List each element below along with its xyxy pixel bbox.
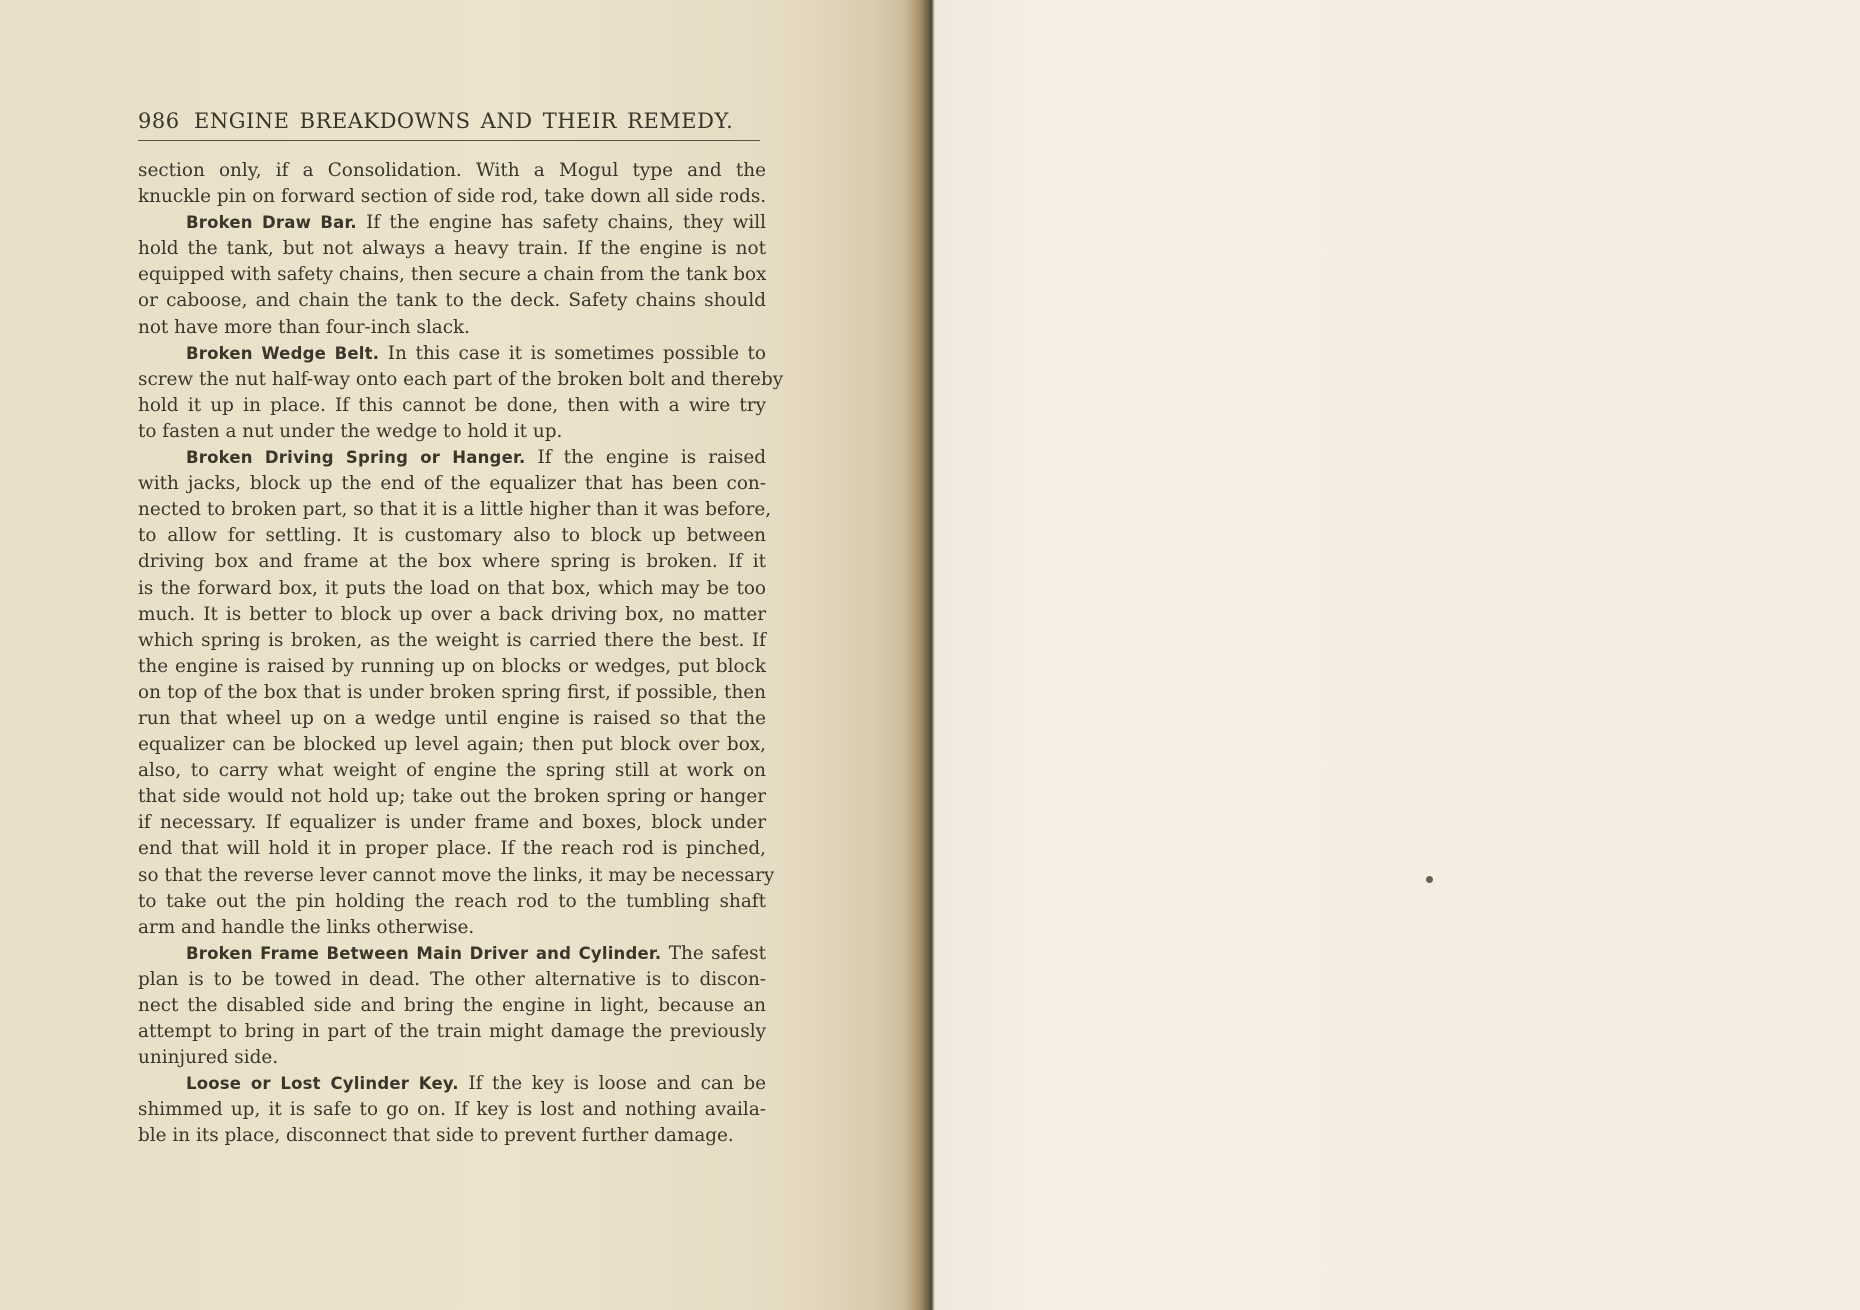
section-heading: Loose or Lost Cylinder Key. bbox=[186, 1074, 459, 1094]
text-line: screw the nut half-way onto each part of the broken bolt and thereby bbox=[138, 368, 784, 390]
text-line: not have more than four-inch slack. bbox=[138, 316, 471, 338]
text-line: the engine is raised by running up on blocks or wedges, put block bbox=[138, 655, 766, 677]
running-title: ENGINE BREAKDOWNS AND THEIR REMEDY. bbox=[194, 109, 734, 133]
paragraph-start bbox=[138, 941, 766, 967]
text-line: equalizer can be blocked up level again; then put block over box, bbox=[138, 734, 766, 756]
section-heading: Broken Wedge Belt. bbox=[186, 343, 380, 363]
book-gutter bbox=[905, 0, 935, 1310]
text-line: to allow for settling. It is customary also to block up between bbox=[138, 525, 766, 547]
text-line: or caboose, and chain the tank to the deck. Safety chains should bbox=[138, 290, 766, 312]
text-line: ble in its place, disconnect that side to prevent further damage. bbox=[138, 1125, 734, 1147]
text-line: if necessary. If equalizer is under frame and boxes, block under bbox=[138, 812, 766, 834]
header-rule bbox=[138, 140, 760, 141]
text-line: is the forward box, it puts the load on that box, which may be too bbox=[138, 577, 766, 599]
text-run: If the key is loose and can be bbox=[468, 1073, 766, 1095]
body-text bbox=[138, 158, 784, 1150]
text-line: run that wheel up on a wedge until engine is raised so that the bbox=[138, 707, 766, 729]
text-line: shimmed up, it is safe to go on. If key is lost and nothing availa- bbox=[138, 1099, 766, 1121]
text-line: also, to carry what weight of engine the spring still at work on bbox=[138, 760, 766, 782]
text-line: plan is to be towed in dead. The other alternative is to discon- bbox=[138, 968, 766, 990]
text-line: driving box and frame at the box where spring is broken. If it bbox=[138, 551, 766, 573]
text-line: with jacks, block up the end of the equalizer that has been con- bbox=[138, 473, 766, 495]
paragraph-start bbox=[138, 341, 766, 367]
section-heading: Broken Draw Bar. bbox=[186, 213, 357, 233]
paragraph-start bbox=[138, 445, 766, 471]
text-run: If the engine has safety chains, they will bbox=[366, 212, 766, 234]
text-line: arm and handle the links otherwise. bbox=[138, 916, 475, 938]
text-line: so that the reverse lever cannot move the links, it may be necessary bbox=[138, 864, 775, 886]
text-line: uninjured side. bbox=[138, 1047, 279, 1069]
text-line: equipped with safety chains, then secure a chain from the tank box bbox=[138, 264, 767, 286]
text-line: that side would not hold up; take out the broken spring or hanger bbox=[138, 786, 766, 808]
running-header bbox=[138, 105, 760, 141]
text-line: section only, if a Consolidation. With a Mogul type and the bbox=[138, 160, 766, 181]
text-run: In this case it is sometimes possible to bbox=[387, 342, 766, 364]
paper-speck bbox=[1426, 876, 1433, 883]
section-heading: Broken Driving Spring or Hanger. bbox=[186, 448, 526, 468]
text-line: attempt to bring in part of the train might damage the previously bbox=[138, 1021, 766, 1043]
paragraph-start bbox=[138, 210, 766, 236]
text-line: much. It is better to block up over a back driving box, no matter bbox=[138, 603, 766, 625]
right-page-blank bbox=[932, 0, 1860, 1310]
text-line: hold it up in place. If this cannot be done, then with a wire try bbox=[138, 394, 766, 416]
text-line: nected to broken part, so that it is a little higher than it was before, bbox=[138, 499, 772, 521]
text-run: The safest bbox=[668, 942, 766, 964]
paragraph-start bbox=[138, 1071, 766, 1097]
text-line: nect the disabled side and bring the engine in light, because an bbox=[138, 995, 766, 1016]
text-line: hold the tank, but not always a heavy train. If the engine is not bbox=[138, 238, 766, 260]
section-heading: Broken Frame Between Main Driver and Cylinder. bbox=[186, 943, 662, 963]
page-number: 986 bbox=[138, 109, 180, 133]
text-line: knuckle pin on forward section of side rod, take down all side rods. bbox=[138, 186, 767, 208]
text-line: on top of the box that is under broken spring first, if possible, then bbox=[138, 681, 766, 703]
text-line: to fasten a nut under the wedge to hold it up. bbox=[138, 420, 563, 442]
text-line: which spring is broken, as the weight is carried there the best. If bbox=[138, 629, 766, 651]
text-run: If the engine is raised bbox=[537, 447, 766, 469]
text-line: to take out the pin holding the reach rod to the tumbling shaft bbox=[138, 890, 766, 912]
text-line: end that will hold it in proper place. If the reach rod is pinched, bbox=[138, 838, 766, 860]
